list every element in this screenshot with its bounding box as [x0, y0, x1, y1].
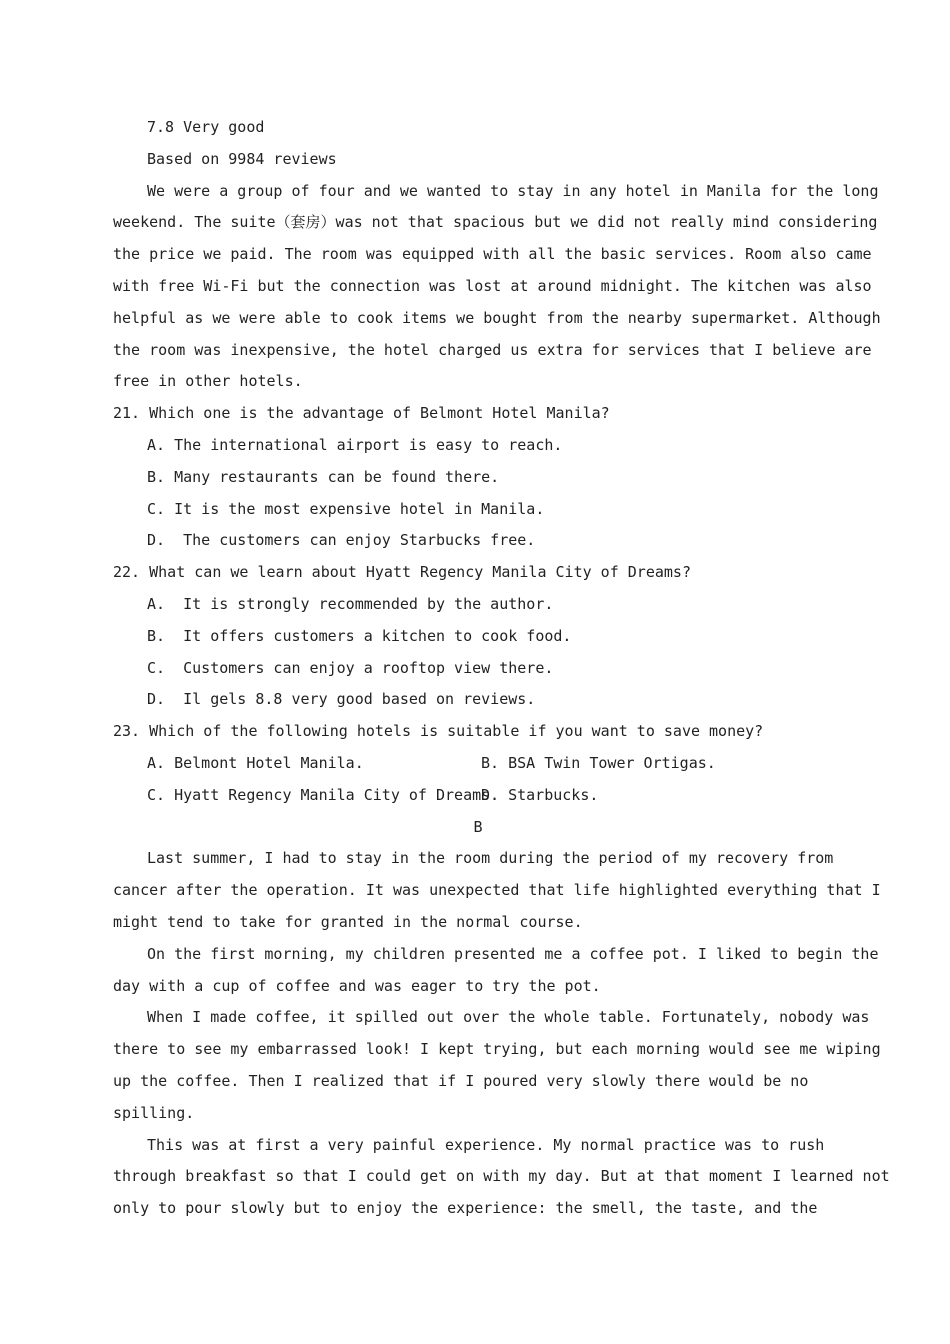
question-23-option-c: C. Hyatt Regency Manila City of Dreams.: [147, 785, 500, 804]
question-21-option-b: B. Many restaurants can be found there.: [147, 467, 500, 486]
page-content: [113, 112, 890, 1225]
question-22-option-d: D. Il gels 8.8 very good based on reviews.: [147, 690, 536, 709]
review-text-line: free in other hotels.: [113, 372, 303, 391]
section-heading: B: [473, 817, 483, 836]
review-text-line: the room was inexpensive, the hotel charged us extra for services that I believe are: [113, 340, 872, 359]
passage-line: cancer after the operation. It was unexpected that life highlighted everything that I: [113, 881, 881, 900]
question-21-option-c: C. It is the most expensive hotel in Manila.: [147, 499, 545, 518]
passage-line: there to see my embarrassed look! I kept trying, but each morning would see me wiping: [113, 1040, 881, 1059]
review-text-line: the price we paid. The room was equipped with all the basic services. Room also came: [113, 245, 872, 264]
passage-line: When I made coffee, it spilled out over the whole table. Fortunately, nobody was: [147, 1008, 870, 1027]
question-23-option-b: B. BSA Twin Tower Ortigas.: [481, 753, 716, 772]
question-23-stem: 23. Which of the following hotels is suitable if you want to save money?: [113, 722, 764, 741]
question-23-options-row-2: [113, 780, 843, 812]
passage-line: up the coffee. Then I realized that if I poured very slowly there would be no: [113, 1071, 809, 1090]
passage-line: spilling.: [113, 1103, 195, 1122]
question-23-options-row-1: [113, 748, 843, 780]
review-text-line: helpful as we were able to cook items we bought from the nearby supermarket. Although: [113, 308, 881, 327]
question-23-option-d: D. Starbucks.: [481, 785, 599, 804]
passage-line: might tend to take for granted in the normal course.: [113, 912, 583, 931]
passage-line: through breakfast so that I could get on with my day. But at that moment I learned not: [113, 1167, 890, 1186]
review-text-line: weekend. The suite（套房）was not that spacious but we did not really mind considering: [113, 213, 878, 232]
passage-line: day with a cup of coffee and was eager to try the pot.: [113, 976, 601, 995]
question-21-option-a: A. The international airport is easy to reach.: [147, 435, 563, 454]
review-count: Based on 9984 reviews: [147, 149, 337, 168]
question-21-option-d: D. The customers can enjoy Starbucks free.: [147, 531, 536, 550]
question-23-option-a: A. Belmont Hotel Manila.: [147, 753, 364, 772]
passage-line: This was at first a very painful experience. My normal practice was to rush: [147, 1135, 825, 1154]
question-21-stem: 21. Which one is the advantage of Belmont Hotel Manila?: [113, 404, 610, 423]
passage-line: On the first morning, my children presented me a coffee pot. I liked to begin the: [147, 944, 879, 963]
question-22-stem: 22. What can we learn about Hyatt Regency Manila City of Dreams?: [113, 563, 691, 582]
question-22-option-c: C. Customers can enjoy a rooftop view there.: [147, 658, 554, 677]
question-22-option-a: A. It is strongly recommended by the author.: [147, 594, 554, 613]
review-rating: 7.8 Very good: [147, 118, 265, 136]
question-22-option-b: B. It offers customers a kitchen to cook food.: [147, 626, 572, 645]
review-text-line: with free Wi-Fi but the connection was lost at around midnight. The kitchen was also: [113, 276, 872, 295]
passage-line: only to pour slowly but to enjoy the experience: the smell, the taste, and the: [113, 1199, 818, 1218]
review-text-line: We were a group of four and we wanted to stay in any hotel in Manila for the long: [147, 181, 879, 200]
passage-line: Last summer, I had to stay in the room during the period of my recovery from: [147, 849, 834, 868]
